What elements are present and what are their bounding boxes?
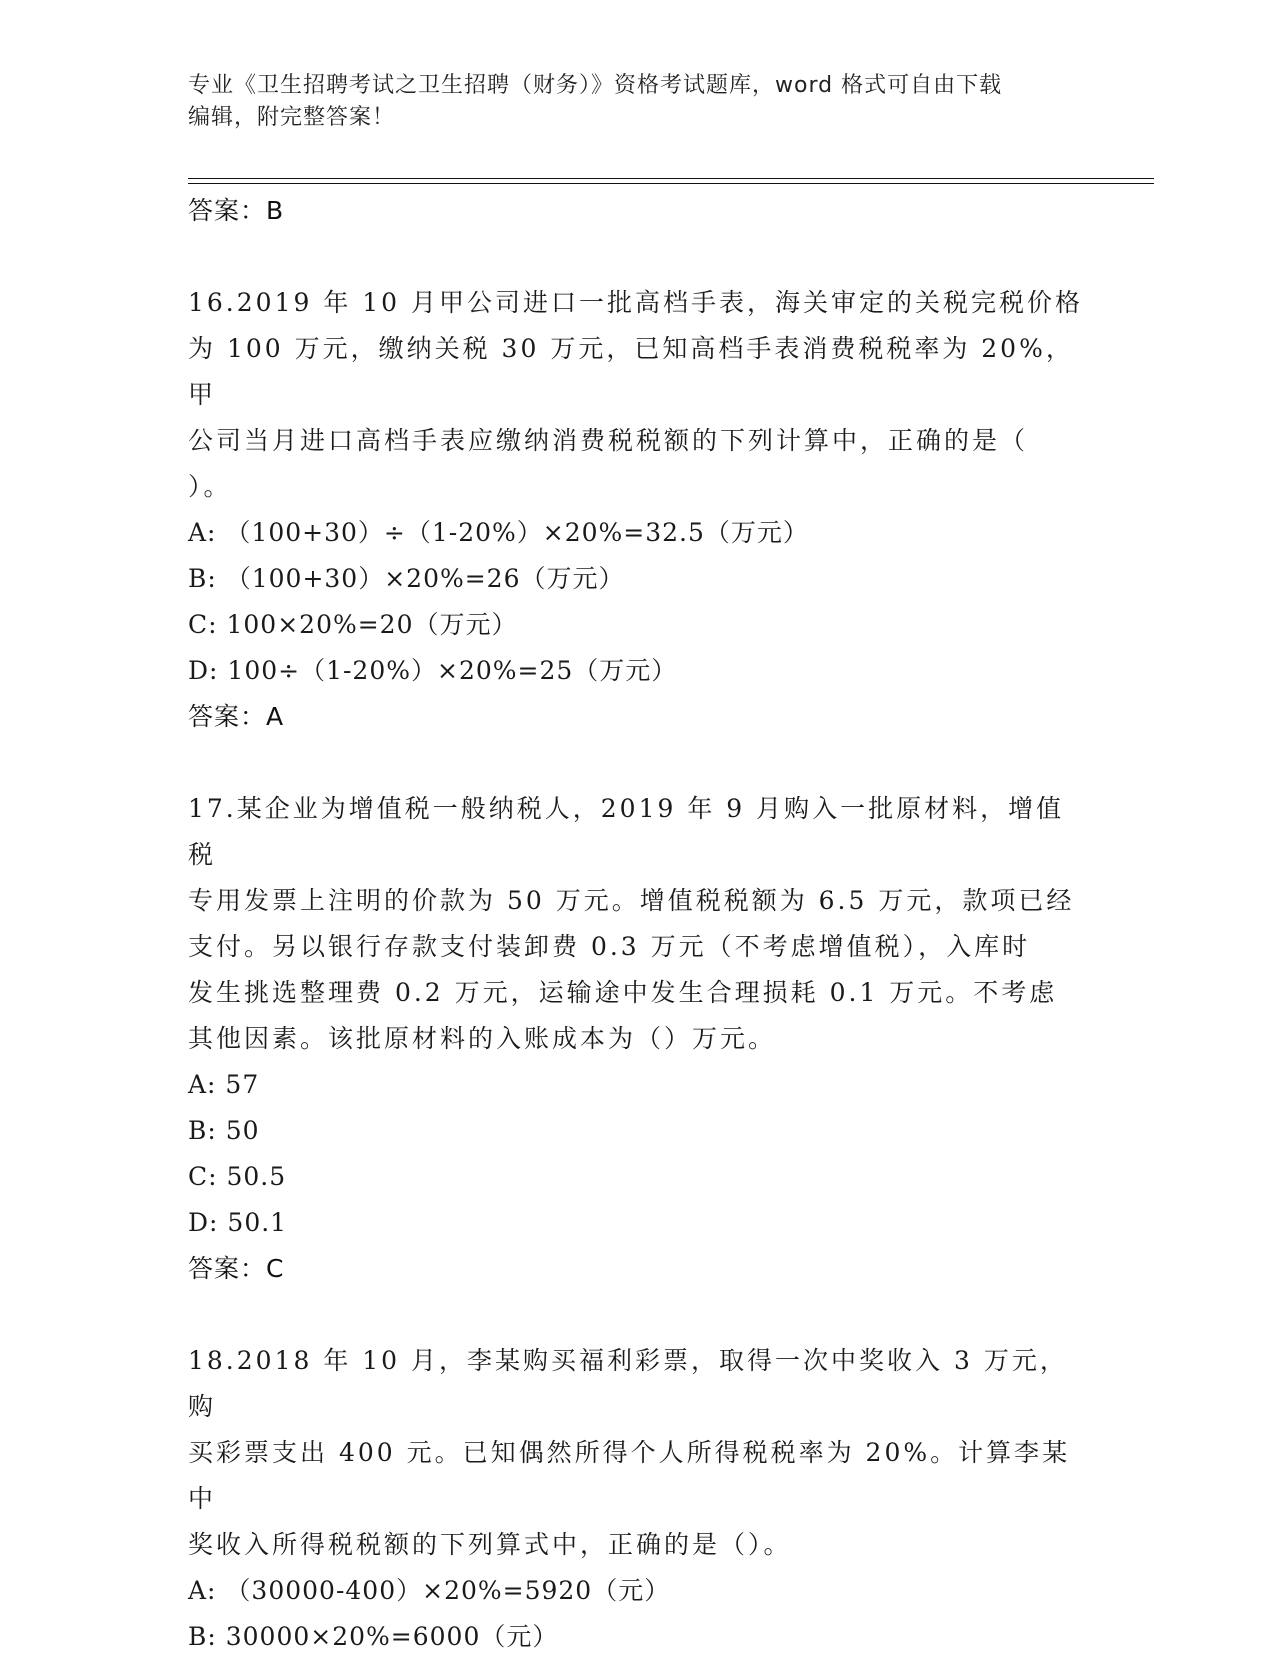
option-d: D: 100÷（1-20%）×20%=25（万元）: [188, 656, 678, 685]
header-line-2: 编辑，附完整答案！: [188, 105, 396, 130]
document-body: [188, 188, 1088, 1660]
page-header: [188, 70, 1088, 134]
option-a: A: 57: [188, 1070, 260, 1099]
question-stem: [188, 786, 1088, 1062]
stem-line: 专用发票上注明的价款为 50 万元。增值税税额为 6.5 万元，款项已经: [188, 886, 1075, 915]
stem-line: 发生挑选整理费 0.2 万元，运输途中发生合理损耗 0.1 万元。不考虑: [188, 978, 1058, 1007]
stem-line: 18.2018 年 10 月，李某购买福利彩票，取得一次中奖收入 3 万元，购: [188, 1346, 1068, 1421]
stem-line: 支付。另以银行存款支付装卸费 0.3 万元（不考虑增值税），入库时: [188, 932, 1031, 961]
answer-line: 答案：A: [188, 702, 285, 731]
option-c: C: 100×20%=20（万元）: [188, 610, 518, 639]
option-c: C: 50.5: [188, 1162, 287, 1191]
question-17: [188, 786, 1088, 1292]
stem-line: 为 100 万元，缴纳关税 30 万元，已知高档手表消费税税率为 20%，甲: [188, 334, 1074, 409]
answer-line: 答案：B: [188, 196, 285, 225]
stem-line: 16.2019 年 10 月甲公司进口一批高档手表，海关审定的关税完税价格: [188, 288, 1084, 317]
header-line-1: 专业《卫生招聘考试之卫生招聘（财务）》资格考试题库，word 格式可自由下载: [188, 73, 1003, 98]
header-divider-bottom: [188, 183, 1154, 184]
question-stem: [188, 280, 1088, 510]
answer-line: 答案：C: [188, 1254, 285, 1283]
option-a: A: （100+30）÷（1-20%）×20%=32.5（万元）: [188, 518, 809, 547]
question-stem: [188, 1338, 1088, 1568]
option-a: A: （30000-400）×20%=5920（元）: [188, 1576, 671, 1605]
stem-line: 17.某企业为增值税一般纳税人，2019 年 9 月购入一批原材料，增值税: [188, 794, 1065, 869]
stem-line: 奖收入所得税税额的下列算式中，正确的是（）。: [188, 1530, 792, 1559]
stem-line: 买彩票支出 400 元。已知偶然所得个人所得税税率为 20%。计算李某中: [188, 1438, 1071, 1513]
stem-line: 其他因素。该批原材料的入账成本为（）万元。: [188, 1024, 777, 1053]
option-b: B: 50: [188, 1116, 260, 1145]
option-b: B: （100+30）×20%=26（万元）: [188, 564, 625, 593]
stem-line: 公司当月进口高档手表应缴纳消费税税额的下列计算中，正确的是（: [188, 426, 1029, 455]
stem-line: ）。: [188, 472, 232, 501]
option-d: D: 50.1: [188, 1208, 288, 1237]
question-16: [188, 280, 1088, 740]
question-18: [188, 1338, 1088, 1660]
option-b: B: 30000×20%=6000（元）: [188, 1622, 559, 1651]
header-divider-top: [188, 178, 1154, 179]
